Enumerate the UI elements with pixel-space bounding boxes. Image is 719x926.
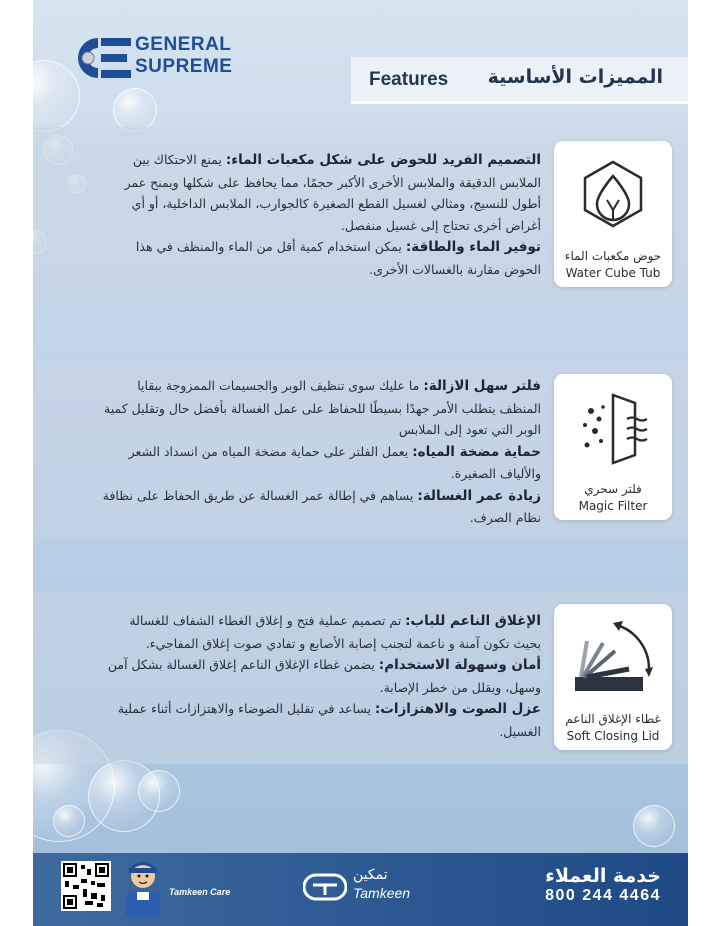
- bubble-decoration: [113, 88, 157, 132]
- brochure-page: [33, 0, 688, 926]
- feature-paragraph-title: عزل الصوت والاهتزازات:: [374, 701, 541, 717]
- feature-paragraph-text: يساعد في تقليل الضوضاء والاهتزازات أثناء عملية الغسيل.: [117, 701, 541, 739]
- feature-paragraph-text: تم تصميم عملية فتح و إغلاق الغطاء الشفاف للغسالة بحيث تكون آمنة و ناعمة لتجنب إصابة الأصابع و تفادي صوت إغلاق المفاجيء.: [129, 613, 541, 651]
- card-label-en: Soft Closing Lid: [566, 729, 660, 743]
- feature-paragraph-text: يمكن استخدام كمية أقل من الماء والمنظف في هذا الحوض مقارنة بالغسالات الأخرى.: [135, 239, 541, 277]
- tamkeen-logo-icon: [303, 871, 347, 903]
- feature-description: [101, 149, 541, 280]
- feature-paragraph-title: أمان وسهولة الاستخدام:: [378, 657, 541, 673]
- customer-service-label: خدمة العملاء: [545, 865, 661, 887]
- feature-paragraph-title: فلتر سهل الازالة:: [423, 378, 541, 394]
- feature-paragraph: [101, 610, 541, 654]
- feature-paragraph-text: يمنع الاحتكاك بين الملابس الدقيقة والملابس الأخرى الأكبر حجمًا، مما يحافظ على شكلها ويمنح عمر أطول للنسيج، ومثالي لغسيل القطع الصغيرة كالجوارب، الملابس الداخلية، أو أي أغراض أخرى تحتاج إلى غسيل منفصل.: [124, 152, 541, 233]
- card-label-ar: غطاء الإغلاق الناعم: [565, 712, 661, 726]
- feature-paragraph: [101, 485, 541, 529]
- feature-paragraph: [101, 441, 541, 485]
- card-label-ar: حوض مكعبات الماء: [564, 249, 662, 263]
- card-label-en: Magic Filter: [578, 499, 648, 513]
- tamkeen-name-en: Tamkeen: [353, 885, 411, 901]
- feature-paragraph-title: توفير الماء والطاقة:: [405, 239, 541, 255]
- feature-paragraph-text: ما عليك سوى تنظيف الوبر والجسيمات الممزوجة ببقايا المنظف يتطلب الأمر جهدًا بسيطًا للحفاظ على عمل الغسالة بأفضل حال وتقليل كمية الوبر التي تعود إلى الملابس: [104, 378, 541, 437]
- feature-paragraph-title: زيادة عمر الغسالة:: [417, 487, 541, 504]
- feature-description: [101, 610, 541, 742]
- brand-line-2: SUPREME: [135, 56, 233, 77]
- bubble-decoration: [633, 805, 675, 847]
- brand-wordmark: [135, 34, 232, 78]
- feature-paragraph: [101, 654, 541, 698]
- feature-card-magic-filter: [554, 374, 672, 520]
- feature-card-soft-closing-lid: [554, 604, 672, 750]
- footer-bar: [33, 853, 688, 926]
- feature-paragraph-title: حماية مضخة المياه:: [412, 443, 541, 460]
- magic-filter-icon: [573, 389, 653, 469]
- brand-line-1: GENERAL: [135, 34, 232, 55]
- header-title-ar: المميزات الأساسية: [487, 66, 663, 88]
- tamkeen-mascot-icon: [119, 858, 167, 916]
- qr-code-icon[interactable]: [61, 861, 111, 911]
- tamkeen-care-label: Tamkeen Care: [169, 887, 231, 897]
- bubble-decoration: [138, 770, 180, 812]
- water-cube-icon: [573, 156, 653, 236]
- feature-paragraph-title: الإغلاق الناعم للباب:: [405, 613, 541, 629]
- feature-paragraph: [101, 236, 541, 280]
- feature-paragraph-text: يعمل الفلتر على حماية مضخة المياه من انسداد الشعر والألياف الصغيرة.: [128, 443, 541, 481]
- bubble-decoration: [53, 805, 85, 837]
- feature-paragraph: [101, 375, 541, 441]
- soft-closing-lid-icon: [573, 619, 653, 699]
- card-label-en: Water Cube Tub: [565, 266, 661, 280]
- feature-section-magic-filter: [33, 361, 688, 537]
- card-label-ar: فلتر سحري: [584, 482, 642, 496]
- feature-section-water-cube: [33, 127, 688, 299]
- tamkeen-name-ar: تمكين: [353, 867, 388, 883]
- feature-paragraph-text: يضمن غطاء الإغلاق الناعم إغلاق الغسالة بشكل آمن وسهل، ويقلل من خطر الإصابة.: [107, 657, 541, 695]
- feature-description: [101, 375, 541, 529]
- feature-section-soft-closing-lid: [33, 592, 688, 764]
- feature-paragraph-text: يساهم في إطالة عمر الغسالة عن طريق الحفاظ على نظافة نظام الصرف.: [102, 487, 541, 525]
- feature-paragraph-title: التصميم الفريد للحوض على شكل مكعبات الماء:: [225, 152, 541, 168]
- header-title-en: Features: [369, 69, 449, 90]
- features-header: [351, 57, 688, 104]
- feature-card-water-cube: [554, 141, 672, 287]
- feature-paragraph: [101, 698, 541, 742]
- feature-paragraph: [101, 149, 541, 236]
- customer-service-number[interactable]: 800 244 4464: [545, 887, 661, 904]
